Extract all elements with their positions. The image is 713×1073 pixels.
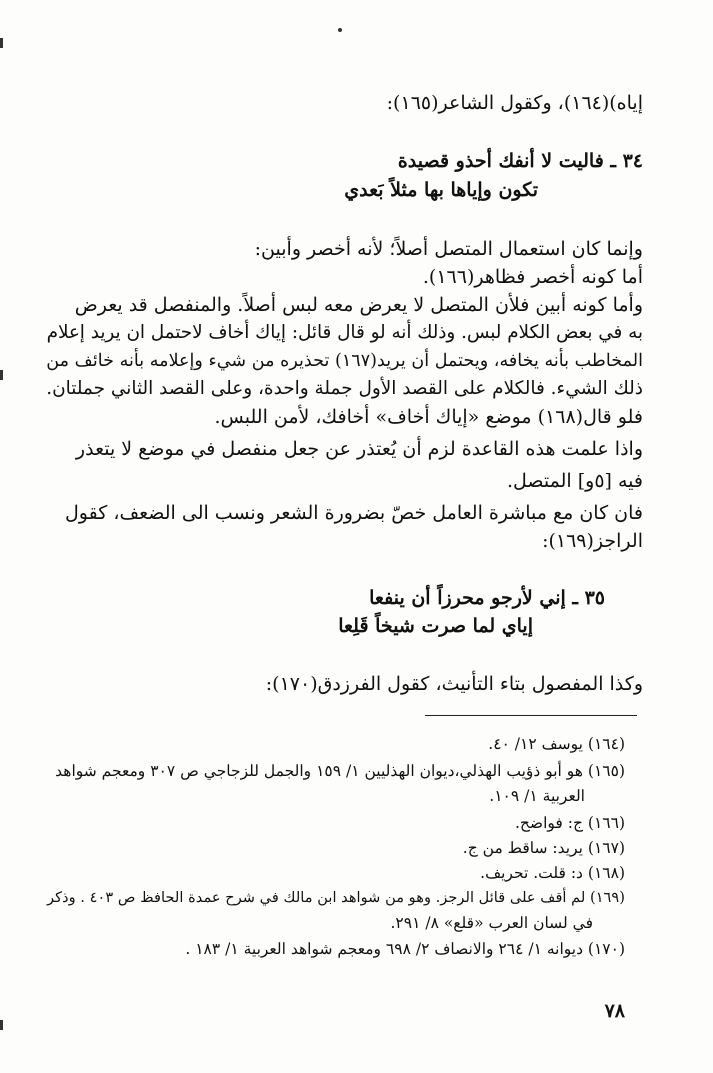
footnote: (١٦٤) يوسف ١٢/ ٤٠.: [488, 735, 625, 753]
paragraph-line: وكذا المفصول بتاء التأنيث، كقول الفرزدق(١٧٠):: [265, 673, 643, 695]
paragraph-line: المخاطب بأنه يخافه، ويحتمل أن يريد(١٦٧) تحذيره من شيء وإعلامه بأنه خائف من: [46, 351, 643, 371]
footnote: (١٦٥) هو أبو ذؤيب الهذلي،ديوان الهذليين ١/ ١٥٩ والجمل للزجاجي ص ٣٠٧ ومعجم شواهد: [55, 762, 625, 780]
verse-34-first-hemistich: ٣٤ ـ فاليت لا أنفك أحذو قصيدة: [397, 150, 643, 172]
paragraph-line: فلو قال(١٦٨) موضع «إياك أخاف» أخافك، لأمن اللبس.: [214, 406, 643, 428]
verse-35-first-hemistich: ٣٥ ـ إني لأرجو محرزاً أن ينفعا: [369, 587, 605, 609]
scan-edge-mark: [0, 38, 3, 48]
paragraph-line: أما كونه أخصر فظاهر(١٦٦).: [422, 266, 643, 288]
paragraph-line: فان كان مع مباشرة العامل خصّ بضرورة الشعر ونسب الى الضعف، كقول: [65, 502, 643, 524]
paragraph-line: وأما كونه أبين فلأن المتصل لا يعرض معه لبس أصلاً. والمنفصل قد يعرض: [74, 294, 643, 316]
paragraph-line: واذا علمت هذه القاعدة لزم أن يُعتذر عن جعل منفصل في موضع لا يتعذر: [75, 438, 643, 460]
paragraph-line: به في بعض الكلام لبس. وذلك أنه لو قال قائل: إياك أخاف لاحتمل ان يريد إعلام: [46, 322, 643, 343]
paragraph-line: ذلك الشيء. فالكلام على القصد الأول جملة واحدة، وعلى القصد الثاني جملتان.: [46, 378, 643, 399]
verse-35-second-hemistich: إياي لما صرت شيخاً قَلِعا: [338, 615, 533, 637]
footnote: (١٧٠) ديوانه ١/ ٢٦٤ والانصاف ٢/ ٦٩٨ ومعجم شواهد العربية ١/ ١٨٣ .: [185, 940, 625, 958]
footnote: (١٦٨) د: قلت. تحريف.: [480, 864, 625, 882]
footnote-continuation: في لسان العرب «قلع» ٨/ ٢٩١.: [390, 914, 593, 932]
scan-speck: [338, 28, 342, 32]
paragraph-line: فيه [٥و] المتصل.: [506, 470, 643, 492]
footnote: (١٦٩) لم أقف على قائل الرجز. وهو من شواهد ابن مالك في شرح عمدة الحافظ ص ٤٠٣ . وذكر: [47, 889, 625, 906]
footnote: (١٦٧) يريد: ساقط من ج.: [462, 839, 625, 857]
scan-edge-mark: [0, 370, 3, 380]
paragraph-line: الراجز(١٦٩):: [542, 530, 643, 552]
footnote: (١٦٦) ج: فواضح.: [515, 814, 625, 832]
verse-34-second-hemistich: تكون وإياها بها مثلاً بَعدي: [344, 179, 538, 201]
footnote-continuation: العربية ١/ ١٠٩.: [489, 787, 585, 805]
page-number: ٧٨: [604, 1000, 625, 1022]
text-line: إياه)(١٦٤)، وكقول الشاعر(١٦٥):: [386, 92, 643, 114]
paragraph-line: وإنما كان استعمال المتصل أصلاً؛ لأنه أخصر وأبين:: [254, 238, 643, 260]
scan-edge-mark: [0, 1020, 3, 1030]
footnote-divider: [425, 715, 637, 716]
